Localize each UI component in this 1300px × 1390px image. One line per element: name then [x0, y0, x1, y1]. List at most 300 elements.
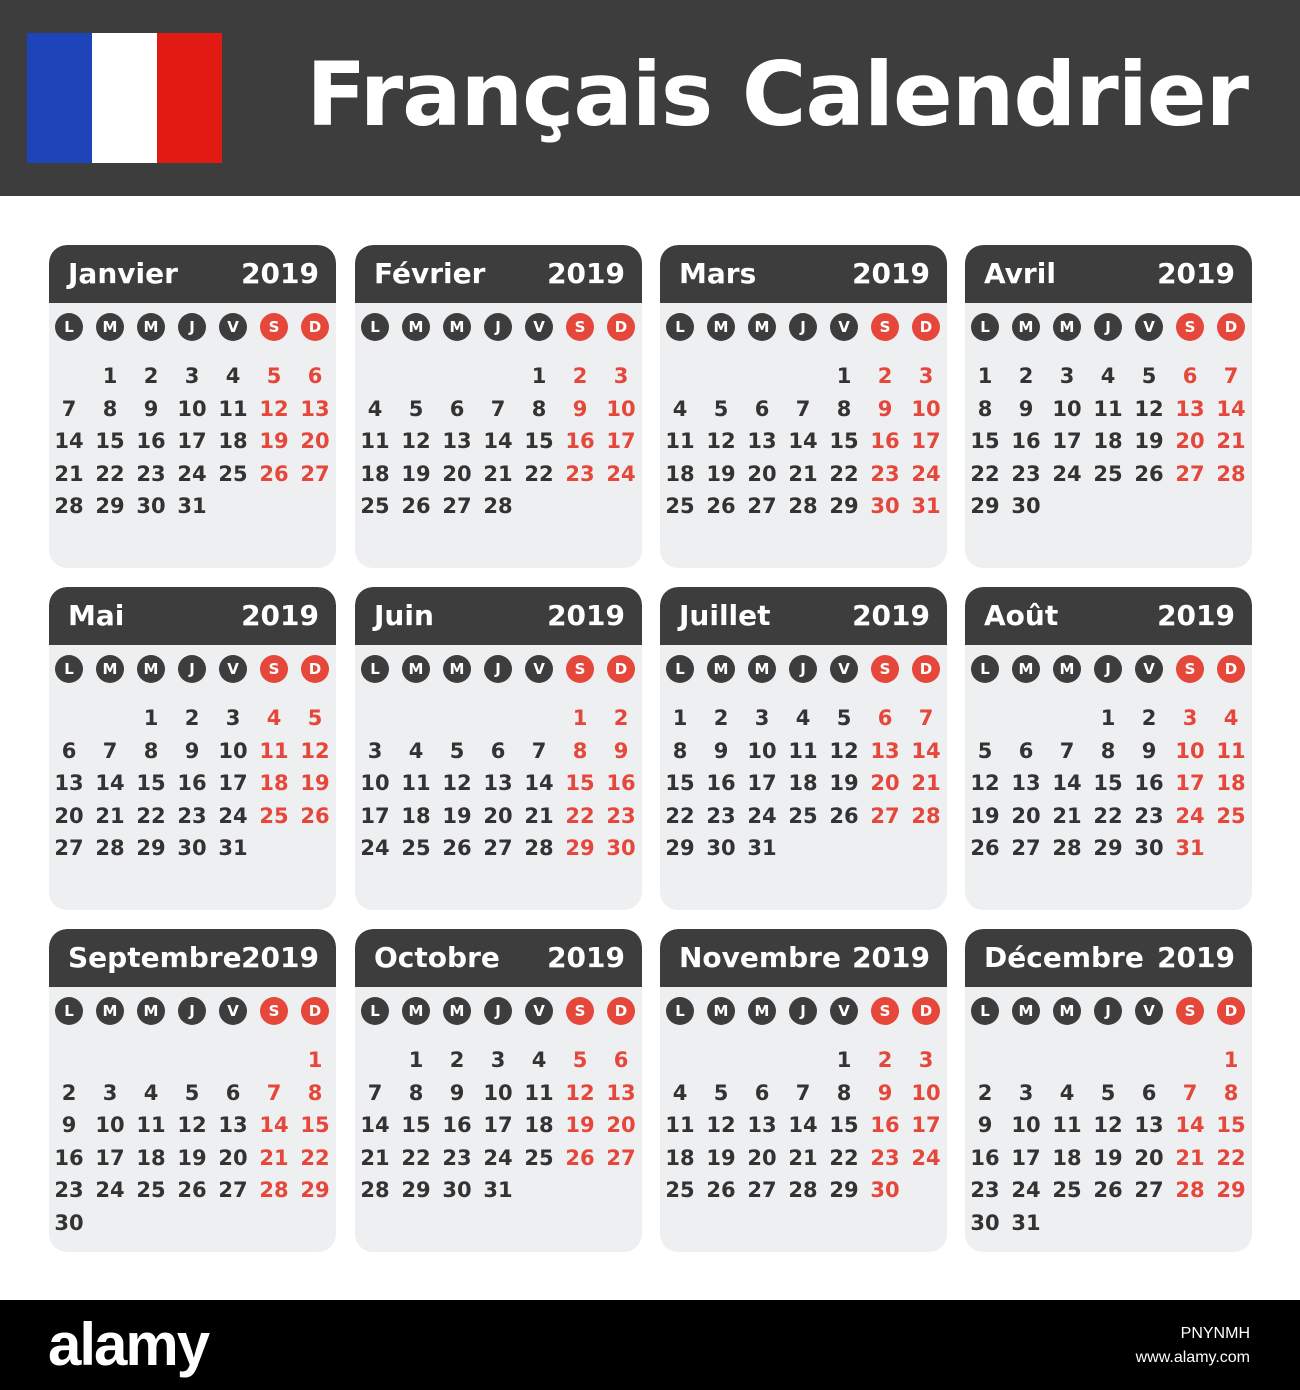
- month-card: [660, 929, 947, 1252]
- month-card: [49, 929, 336, 1252]
- day-cell: 23: [1134, 803, 1164, 828]
- day-cell: 2: [61, 1080, 77, 1105]
- day-cell: 10: [606, 396, 636, 421]
- month-name: Avril: [984, 257, 1056, 290]
- day-cell: 26: [829, 803, 859, 828]
- day-cell: 7: [531, 738, 547, 763]
- day-cell: 23: [970, 1178, 1000, 1202]
- day-cell: 25: [524, 1145, 554, 1170]
- month-name: Février: [374, 257, 486, 290]
- day-cell: 27: [747, 1178, 777, 1202]
- day-cell: 10: [911, 396, 941, 421]
- day-cell: 9: [184, 738, 200, 763]
- day-cell: 1: [143, 706, 159, 730]
- day-cell: 26: [1093, 1178, 1123, 1202]
- day-cell: 5: [713, 396, 729, 421]
- day-cell: 24: [1011, 1178, 1041, 1202]
- day-cell: 23: [870, 461, 900, 486]
- day-cell: 29: [665, 836, 695, 860]
- month-year: 2019: [547, 599, 625, 632]
- day-cell: 19: [706, 461, 736, 486]
- day-cell: 4: [266, 706, 282, 730]
- day-cell: 16: [177, 771, 207, 795]
- day-cell: 6: [307, 364, 323, 388]
- day-cell: 30: [606, 836, 636, 860]
- month-header: [355, 929, 642, 987]
- weekday-badge: M: [707, 313, 735, 341]
- day-cell: 3: [754, 706, 770, 730]
- day-cell: 19: [706, 1145, 736, 1170]
- day-cell: 9: [877, 396, 893, 421]
- month-header: [49, 587, 336, 645]
- day-cell: 17: [911, 1113, 941, 1137]
- day-cell: 4: [795, 706, 811, 730]
- day-cell: 13: [300, 396, 330, 421]
- day-cell: 16: [706, 771, 736, 795]
- day-cell: 30: [1011, 494, 1041, 518]
- day-cell: 31: [218, 836, 248, 860]
- day-cell: 15: [1093, 771, 1123, 795]
- day-cell: 8: [672, 738, 688, 763]
- day-cell: 7: [490, 396, 506, 421]
- weekday-badge: L: [55, 997, 83, 1025]
- day-cell: 8: [572, 738, 588, 763]
- day-cell: 21: [524, 803, 554, 828]
- day-cell: 22: [970, 461, 1000, 486]
- day-cell: 23: [870, 1145, 900, 1170]
- day-cell: 3: [1059, 364, 1075, 388]
- weekday-badge: S: [871, 655, 899, 683]
- day-cell: 10: [177, 396, 207, 421]
- day-cell: 29: [300, 1178, 330, 1202]
- day-cell: 4: [531, 1048, 547, 1072]
- day-cell: 4: [1059, 1080, 1075, 1105]
- day-cell: 27: [606, 1145, 636, 1170]
- day-cell: 10: [218, 738, 248, 763]
- month-card: [49, 245, 336, 568]
- weekday-badge: V: [219, 313, 247, 341]
- month-header: [965, 929, 1252, 987]
- day-cell: 12: [829, 738, 859, 763]
- day-cell: 12: [442, 771, 472, 795]
- image-id: PNYNMH: [1180, 1325, 1250, 1342]
- day-cell: 27: [483, 836, 513, 860]
- day-cell: 11: [665, 429, 695, 453]
- day-cell: 17: [360, 803, 390, 828]
- day-cell: 12: [565, 1080, 595, 1105]
- day-cell: 28: [95, 836, 125, 860]
- month-name: Novembre: [679, 941, 841, 974]
- day-cell: 2: [572, 364, 588, 388]
- day-cell: 25: [259, 803, 289, 828]
- weekday-badge: S: [260, 655, 288, 683]
- day-cell: 1: [1223, 1048, 1239, 1072]
- weekday-badge: L: [971, 997, 999, 1025]
- weekday-badge: D: [301, 997, 329, 1025]
- day-cell: 3: [918, 364, 934, 388]
- day-cell: 3: [918, 1048, 934, 1072]
- site-url: www.alamy.com: [1135, 1349, 1250, 1366]
- month-year: 2019: [1157, 599, 1235, 632]
- weekday-badge: S: [566, 655, 594, 683]
- day-cell: 16: [54, 1145, 84, 1170]
- day-cell: 22: [1216, 1145, 1246, 1170]
- day-cell: 30: [870, 1178, 900, 1202]
- weekday-badge: M: [443, 997, 471, 1025]
- day-cell: 8: [836, 396, 852, 421]
- day-cell: 16: [136, 429, 166, 453]
- day-cell: 13: [1011, 771, 1041, 795]
- day-cell: 5: [713, 1080, 729, 1105]
- day-cell: 6: [449, 396, 465, 421]
- day-cell: 14: [911, 738, 941, 763]
- weekday-badge: S: [566, 997, 594, 1025]
- day-cell: 2: [613, 706, 629, 730]
- day-cell: 7: [1182, 1080, 1198, 1105]
- day-cell: 7: [367, 1080, 383, 1105]
- day-cell: 21: [483, 461, 513, 486]
- day-cell: 10: [483, 1080, 513, 1105]
- day-cell: 9: [61, 1113, 77, 1137]
- day-cell: 27: [54, 836, 84, 860]
- day-cell: 10: [1052, 396, 1082, 421]
- weekday-badge: J: [178, 313, 206, 341]
- day-cell: 21: [788, 461, 818, 486]
- day-cell: 1: [836, 1048, 852, 1072]
- day-cell: 28: [911, 803, 941, 828]
- day-cell: 28: [524, 836, 554, 860]
- weekday-badge: D: [912, 313, 940, 341]
- day-cell: 23: [606, 803, 636, 828]
- day-cell: 16: [1011, 429, 1041, 453]
- month-header: [355, 245, 642, 303]
- day-cell: 6: [61, 738, 77, 763]
- day-cell: 10: [360, 771, 390, 795]
- day-cell: 14: [524, 771, 554, 795]
- day-cell: 25: [136, 1178, 166, 1202]
- day-cell: 29: [1216, 1178, 1246, 1202]
- month-card: [49, 587, 336, 910]
- month-year: 2019: [241, 941, 319, 974]
- day-cell: 25: [1216, 803, 1246, 828]
- day-cell: 10: [747, 738, 777, 763]
- month-card: [660, 245, 947, 568]
- month-card: [355, 929, 642, 1252]
- weekday-badge: J: [484, 313, 512, 341]
- day-cell: 27: [1011, 836, 1041, 860]
- weekday-badge: J: [789, 655, 817, 683]
- day-cell: 17: [483, 1113, 513, 1137]
- day-cell: 4: [672, 1080, 688, 1105]
- day-cell: 14: [788, 429, 818, 453]
- month-year: 2019: [852, 599, 930, 632]
- day-cell: 3: [1182, 706, 1198, 730]
- day-cell: 12: [177, 1113, 207, 1137]
- weekday-badge: D: [607, 313, 635, 341]
- day-cell: 21: [259, 1145, 289, 1170]
- day-cell: 21: [788, 1145, 818, 1170]
- day-cell: 10: [95, 1113, 125, 1137]
- day-cell: 22: [401, 1145, 431, 1170]
- day-cell: 8: [836, 1080, 852, 1105]
- weekday-badge: M: [748, 655, 776, 683]
- day-cell: 19: [300, 771, 330, 795]
- day-cell: 9: [613, 738, 629, 763]
- month-year: 2019: [241, 599, 319, 632]
- day-cell: 3: [102, 1080, 118, 1105]
- day-cell: 28: [1052, 836, 1082, 860]
- day-cell: 18: [136, 1145, 166, 1170]
- day-cell: 17: [177, 429, 207, 453]
- day-cell: 24: [606, 461, 636, 486]
- day-cell: 7: [918, 706, 934, 730]
- day-cell: 19: [970, 803, 1000, 828]
- day-cell: 14: [1175, 1113, 1205, 1137]
- weekday-badge: J: [1094, 655, 1122, 683]
- weekday-badge: D: [607, 997, 635, 1025]
- weekday-badge: J: [1094, 313, 1122, 341]
- day-cell: 28: [483, 494, 513, 518]
- day-cell: 18: [1093, 429, 1123, 453]
- weekday-badge: V: [525, 997, 553, 1025]
- day-cell: 2: [1018, 364, 1034, 388]
- day-cell: 15: [565, 771, 595, 795]
- day-cell: 27: [1175, 461, 1205, 486]
- day-cell: 10: [1011, 1113, 1041, 1137]
- day-cell: 6: [225, 1080, 241, 1105]
- day-cell: 1: [102, 364, 118, 388]
- day-cell: 7: [1223, 364, 1239, 388]
- day-cell: 20: [747, 461, 777, 486]
- day-cell: 31: [747, 836, 777, 860]
- weekday-badge: M: [1012, 655, 1040, 683]
- weekday-badge: M: [96, 313, 124, 341]
- day-cell: 28: [788, 1178, 818, 1202]
- day-cell: 18: [1216, 771, 1246, 795]
- day-cell: 7: [266, 1080, 282, 1105]
- day-cell: 28: [259, 1178, 289, 1202]
- day-cell: 16: [870, 1113, 900, 1137]
- day-cell: 13: [1134, 1113, 1164, 1137]
- weekday-badge: J: [789, 313, 817, 341]
- day-cell: 9: [977, 1113, 993, 1137]
- day-cell: 7: [61, 396, 77, 421]
- day-cell: 6: [754, 1080, 770, 1105]
- weekday-badge: L: [55, 313, 83, 341]
- flag-red-stripe: [157, 33, 222, 163]
- month-header: [49, 929, 336, 987]
- weekday-badge: J: [178, 655, 206, 683]
- french-flag-icon: [27, 33, 222, 163]
- day-cell: 21: [1216, 429, 1246, 453]
- day-cell: 3: [184, 364, 200, 388]
- image-credit: [1136, 1322, 1250, 1370]
- month-header: [965, 587, 1252, 645]
- weekday-badge: L: [361, 313, 389, 341]
- day-cell: 31: [1175, 836, 1205, 860]
- day-cell: 24: [218, 803, 248, 828]
- weekday-badge: M: [96, 655, 124, 683]
- weekday-badge: V: [1135, 313, 1163, 341]
- weekday-badge: M: [137, 313, 165, 341]
- day-cell: 5: [184, 1080, 200, 1105]
- day-cell: 20: [1134, 1145, 1164, 1170]
- day-cell: 20: [606, 1113, 636, 1137]
- day-cell: 25: [1093, 461, 1123, 486]
- day-cell: 12: [259, 396, 289, 421]
- weekday-badge: V: [525, 313, 553, 341]
- day-cell: 22: [95, 461, 125, 486]
- weekday-badge: S: [566, 313, 594, 341]
- day-cell: 22: [565, 803, 595, 828]
- day-cell: 12: [706, 1113, 736, 1137]
- weekday-badge: M: [748, 997, 776, 1025]
- day-cell: 19: [401, 461, 431, 486]
- day-cell: 2: [713, 706, 729, 730]
- day-cell: 3: [490, 1048, 506, 1072]
- day-cell: 28: [1216, 461, 1246, 486]
- day-cell: 31: [177, 494, 207, 518]
- month-year: 2019: [547, 257, 625, 290]
- day-cell: 19: [1093, 1145, 1123, 1170]
- day-cell: 11: [1052, 1113, 1082, 1137]
- month-year: 2019: [547, 941, 625, 974]
- day-cell: 19: [829, 771, 859, 795]
- day-cell: 7: [1059, 738, 1075, 763]
- day-cell: 9: [1018, 396, 1034, 421]
- day-cell: 14: [360, 1113, 390, 1137]
- day-cell: 14: [1216, 396, 1246, 421]
- day-cell: 5: [836, 706, 852, 730]
- day-cell: 8: [1223, 1080, 1239, 1105]
- day-cell: 19: [442, 803, 472, 828]
- day-cell: 16: [1134, 771, 1164, 795]
- day-cell: 24: [1052, 461, 1082, 486]
- day-cell: 4: [367, 396, 383, 421]
- day-cell: 23: [136, 461, 166, 486]
- weekday-badge: S: [1176, 313, 1204, 341]
- month-name: Août: [984, 599, 1059, 632]
- day-cell: 21: [911, 771, 941, 795]
- weekday-badge: D: [301, 655, 329, 683]
- day-cell: 8: [102, 396, 118, 421]
- day-cell: 25: [665, 1178, 695, 1202]
- day-cell: 8: [531, 396, 547, 421]
- day-cell: 10: [911, 1080, 941, 1105]
- weekday-badge: S: [871, 313, 899, 341]
- month-year: 2019: [1157, 941, 1235, 974]
- day-cell: 5: [1100, 1080, 1116, 1105]
- weekday-badge: M: [137, 655, 165, 683]
- day-cell: 14: [1052, 771, 1082, 795]
- month-year: 2019: [241, 257, 319, 290]
- day-cell: 19: [1134, 429, 1164, 453]
- day-cell: 24: [177, 461, 207, 486]
- weekday-badge: L: [361, 997, 389, 1025]
- day-cell: 18: [665, 461, 695, 486]
- weekday-badge: J: [789, 997, 817, 1025]
- day-cell: 14: [95, 771, 125, 795]
- weekday-badge: L: [666, 655, 694, 683]
- day-cell: 29: [829, 494, 859, 518]
- weekday-badge: M: [137, 997, 165, 1025]
- flag-blue-stripe: [27, 33, 92, 163]
- month-year: 2019: [1157, 257, 1235, 290]
- day-cell: 22: [665, 803, 695, 828]
- day-cell: 13: [747, 1113, 777, 1137]
- day-cell: 27: [870, 803, 900, 828]
- day-cell: 18: [665, 1145, 695, 1170]
- day-cell: 6: [1182, 364, 1198, 388]
- day-cell: 18: [218, 429, 248, 453]
- day-cell: 15: [524, 429, 554, 453]
- day-cell: 20: [54, 803, 84, 828]
- day-cell: 11: [524, 1080, 554, 1105]
- day-cell: 22: [300, 1145, 330, 1170]
- day-cell: 5: [1141, 364, 1157, 388]
- day-cell: 1: [836, 364, 852, 388]
- day-cell: 11: [1216, 738, 1246, 763]
- day-cell: 4: [225, 364, 241, 388]
- brand-logo: alamy: [48, 1311, 209, 1378]
- day-cell: 8: [143, 738, 159, 763]
- day-cell: 23: [1011, 461, 1041, 486]
- day-cell: 21: [54, 461, 84, 486]
- month-card: [355, 245, 642, 568]
- footer-bar: [0, 1300, 1300, 1390]
- day-cell: 6: [754, 396, 770, 421]
- day-cell: 12: [970, 771, 1000, 795]
- day-cell: 12: [300, 738, 330, 763]
- day-cell: 28: [788, 494, 818, 518]
- weekday-badge: M: [402, 655, 430, 683]
- weekday-badge: S: [1176, 655, 1204, 683]
- day-cell: 26: [565, 1145, 595, 1170]
- day-cell: 3: [225, 706, 241, 730]
- day-cell: 1: [531, 364, 547, 388]
- day-cell: 9: [877, 1080, 893, 1105]
- day-cell: 20: [1011, 803, 1041, 828]
- day-cell: 9: [449, 1080, 465, 1105]
- month-header: [660, 929, 947, 987]
- day-cell: 1: [977, 364, 993, 388]
- day-cell: 30: [136, 494, 166, 518]
- day-cell: 25: [788, 803, 818, 828]
- day-cell: 4: [1100, 364, 1116, 388]
- day-cell: 15: [665, 771, 695, 795]
- day-cell: 2: [143, 364, 159, 388]
- day-cell: 20: [483, 803, 513, 828]
- day-cell: 19: [565, 1113, 595, 1137]
- day-cell: 22: [829, 1145, 859, 1170]
- day-cell: 22: [829, 461, 859, 486]
- weekday-badge: M: [707, 997, 735, 1025]
- day-cell: 11: [665, 1113, 695, 1137]
- day-cell: 18: [524, 1113, 554, 1137]
- day-cell: 24: [911, 1145, 941, 1170]
- day-cell: 15: [829, 429, 859, 453]
- day-cell: 11: [360, 429, 390, 453]
- weekday-badge: M: [96, 997, 124, 1025]
- day-cell: 26: [706, 494, 736, 518]
- weekday-badge: S: [871, 997, 899, 1025]
- day-cell: 5: [307, 706, 323, 730]
- day-cell: 21: [360, 1145, 390, 1170]
- weekday-badge: S: [260, 313, 288, 341]
- day-cell: 21: [1175, 1145, 1205, 1170]
- day-cell: 27: [442, 494, 472, 518]
- day-cell: 1: [672, 706, 688, 730]
